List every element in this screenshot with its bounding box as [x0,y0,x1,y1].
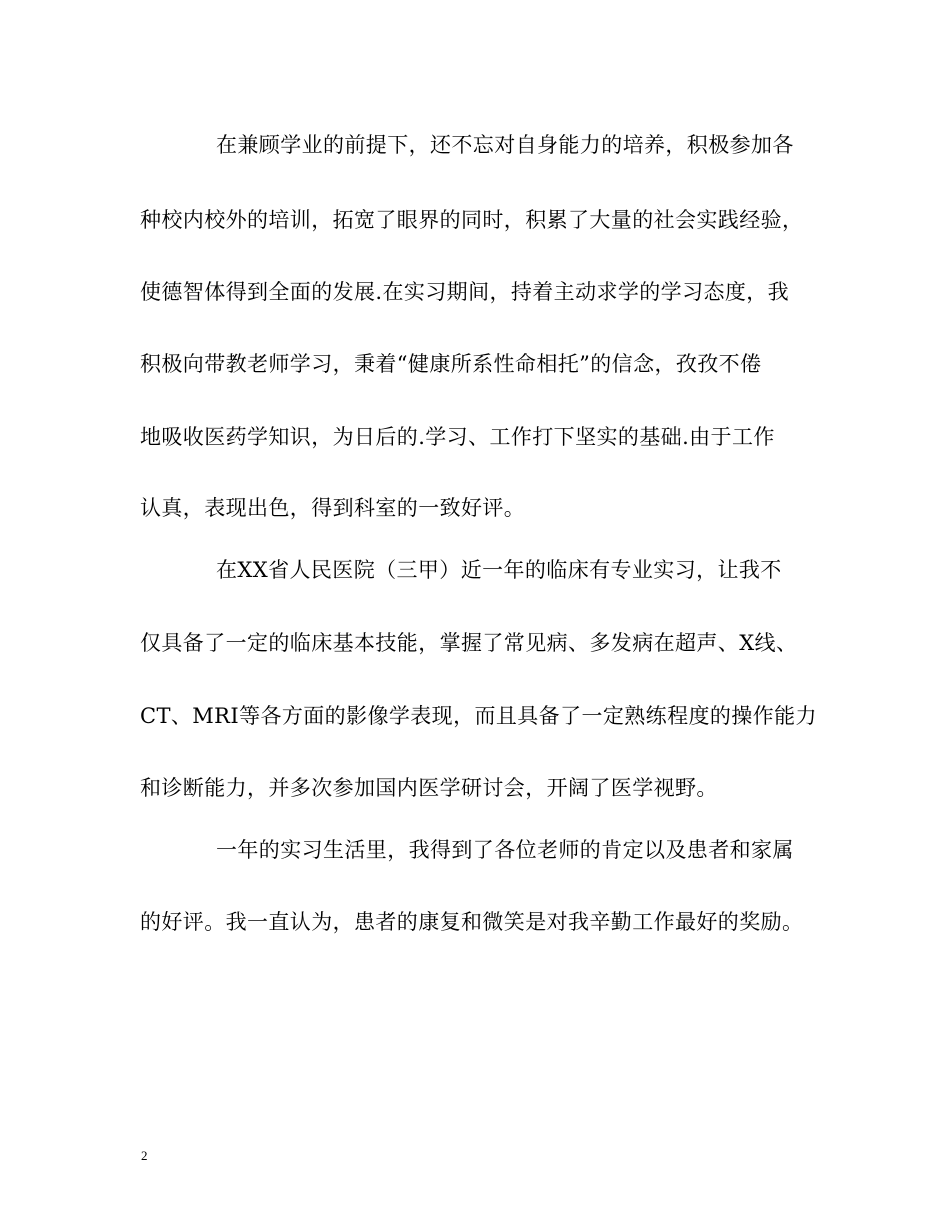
paragraph-2-line-2: 仅具备了一定的临床基本技能，掌握了常见病、多发病在超声、X线、 [140,631,798,655]
paragraph-2-line-3: CT、MRI等各方面的影像学表现，而且具备了一定熟练程度的操作能力 [140,704,817,728]
paragraph-1-line-2: 种校内校外的培训，拓宽了眼界的同时，积累了大量的社会实践经验， [140,208,804,232]
paragraph-1-line-6: 认真，表现出色，得到科室的一致好评。 [140,496,526,520]
paragraph-3-line-1: 一年的实习生活里，我得到了各位老师的肯定以及患者和家属 [216,838,794,862]
paragraph-2-line-1: 在XX省人民医院（三甲）近一年的临床有专业实习，让我不 [216,558,782,582]
paragraph-3-line-2: 的好评。我一直认为，患者的康复和微笑是对我辛勤工作最好的奖励。 [140,910,804,934]
paragraph-1-line-3: 使德智体得到全面的发展.在实习期间，持着主动求学的学习态度，我 [140,280,790,304]
paragraph-2-line-4: 和诊断能力，并多次参加国内医学研讨会，开阔了医学视野。 [140,776,718,800]
page-number: 2 [141,1148,148,1163]
paragraph-1-line-1: 在兼顾学业的前提下，还不忘对自身能力的培养，积极参加各 [216,133,794,157]
paragraph-1-line-5: 地吸收医药学知识，为日后的.学习、工作打下坚实的基础.由于工作 [140,425,775,449]
paragraph-1-line-4: 积极向带教老师学习，秉着“健康所系性命相托”的信念，孜孜不倦 [140,352,762,376]
